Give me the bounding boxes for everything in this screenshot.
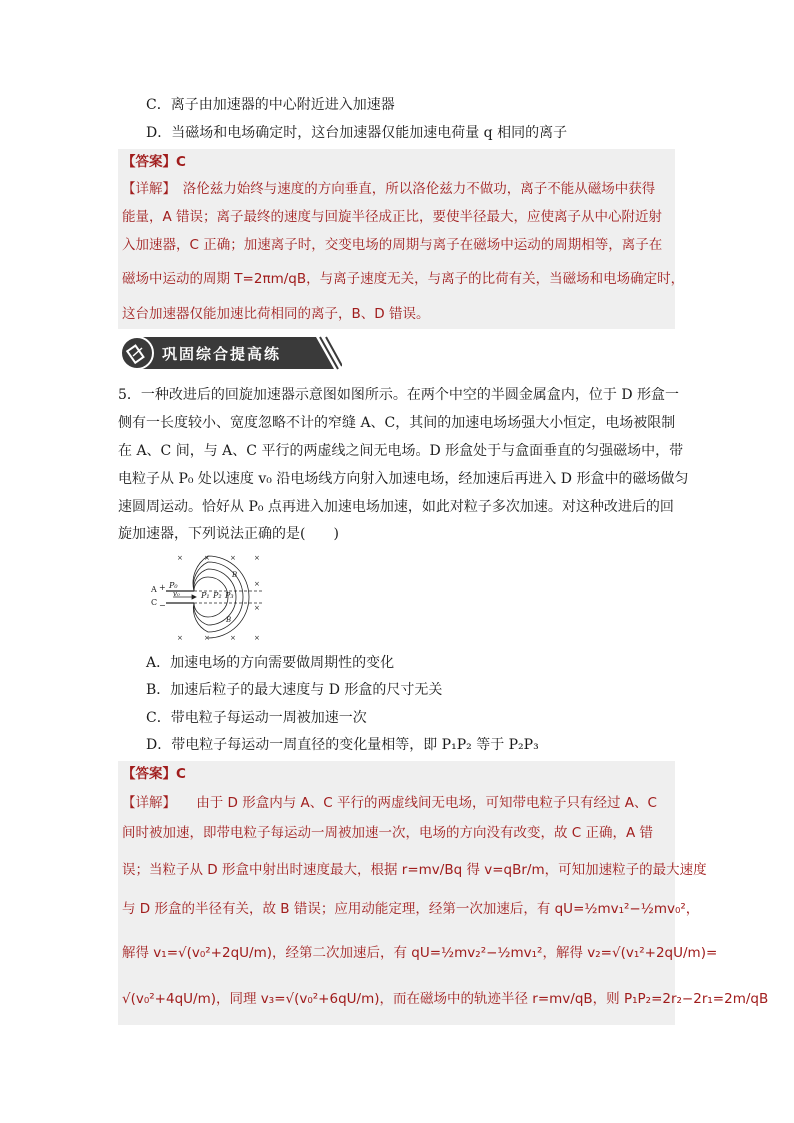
explanation-line: 【详解】 洛伦兹力始终与速度的方向垂直，所以洛伦兹力不做功，离子不能从磁场中获得 [122, 181, 656, 197]
prev-option-c: C．离子由加速器的中心附近进入加速器 [146, 97, 395, 113]
svg-text:×: × [230, 634, 236, 642]
label-p1: P₁ [201, 591, 210, 600]
label-a: A [151, 585, 157, 594]
question-line: 侧有一长度较小、宽度忽略不计的窄缝 A、C，其间的加速电场场强大小恒定，电场被限制 [118, 415, 676, 431]
explanation-line: √(v₀²+4qU/m)，同理 v₃=√(v₀²+6qU/m)，而在磁场中的轨迹半径 r=mv/qB，则 P₁P₂=2r₂−2r₁=2m/qB [122, 991, 769, 1007]
question-line: 5．一种改进后的回旋加速器示意图如图所示。在两个中空的半圆金属盒内，位于 D 形盒一 [118, 387, 680, 403]
explanation-line: 误；当粒子从 D 形盒中射出时速度最大，根据 r=mv/Bq 得 v=qBr/m，可知加速粒子的最大速度 [122, 862, 707, 878]
question-line: 电粒子从 P₀ 处以速度 v₀ 沿电场线方向射入加速电场，经加速后再进入 D 形盒中的磁场做匀 [118, 471, 689, 487]
explanation-line: 解得 v₁=√(v₀²+2qU/m)，经第二次加速后，有 qU=½mv₂²−½mv₁²，解得 v₂=√(v₁²+2qU/m)= [122, 945, 718, 961]
option-d: D．带电粒子每运动一周直径的变化量相等，即 P₁P₂ 等于 P₂P₃ [146, 737, 539, 753]
cyclotron-figure [146, 548, 272, 648]
svg-text:×: × [177, 554, 183, 562]
answer-label: 【答案】C [122, 766, 186, 782]
svg-text:×: × [204, 634, 210, 642]
option-b: B．加速后粒子的最大速度与 D 形盒的尺寸无关 [146, 682, 443, 698]
b-label-top: B [232, 571, 238, 579]
svg-text:×: × [254, 580, 260, 588]
prev-answer-block [118, 149, 685, 329]
question-line: 速圆周运动。恰好从 P₀ 点再进入加速电场加速，如此对粒子多次加速。对这种改进后的回 [118, 499, 674, 515]
explanation-line: 间时被加速，即带电粒子每运动一周被加速一次，电场的方向没有改变，故 C 正确，A 错 [122, 825, 654, 841]
label-p3: P₃ [225, 591, 234, 600]
section-banner [120, 336, 342, 370]
explanation-line: 能量，A 错误；离子最终的速度与回旋半径成正比，要使半径最大，应使离子从中心附近射 [122, 209, 663, 225]
label-minus: − [159, 601, 166, 610]
prev-option-d: D．当磁场和电场确定时，这台加速器仅能加速电荷量 q 相同的离子 [146, 125, 568, 141]
explanation-line: 【详解】 由于 D 形盒内与 A、C 平行的两虚线间无电场，可知带电粒子只有经过 A、C [122, 795, 657, 811]
label-v0: v₀ [173, 590, 180, 598]
explanation-line: 这台加速器仅能加速比荷相同的离子，B、D 错误。 [122, 306, 430, 322]
option-c: C．带电粒子每运动一周被加速一次 [146, 710, 367, 726]
svg-text:×: × [254, 604, 260, 612]
explanation-line: 入加速器，C 正确；加速离子时，交变电场的周期与离子在磁场中运动的周期相等，离子在 [122, 237, 663, 253]
svg-text:×: × [254, 554, 260, 562]
label-p2: P₂ [213, 591, 222, 600]
explanation-line: 磁场中运动的周期 T=2πm/qB，与离子速度无关，与离子的比荷有关，当磁场和电场确定时， [122, 271, 685, 287]
answer-label: 【答案】C [122, 154, 186, 170]
svg-text:×: × [204, 554, 210, 562]
b-label-bottom: B [226, 616, 232, 624]
option-a: A．加速电场的方向需要做周期性的变化 [146, 655, 395, 671]
question-line: 在 A、C 间，与 A、C 平行的两虚线之间无电场。D 形盒处于与盒面垂直的匀强磁场中，带 [118, 443, 684, 459]
svg-text:×: × [230, 554, 236, 562]
label-plus: + [159, 583, 166, 592]
label-c: C [151, 598, 158, 607]
banner-title: 巩固综合提高练 [162, 345, 282, 363]
label-p0: P₀ [169, 581, 178, 590]
q5-answer-block [118, 761, 769, 1025]
question-line: 旋加速器，下列说法正确的是( ) [118, 526, 339, 542]
svg-text:×: × [177, 634, 183, 642]
svg-text:×: × [254, 634, 260, 642]
explanation-line: 与 D 形盒的半径有关，故 B 错误；应用动能定理，经第一次加速后，有 qU=½mv₁²−½mv₀²， [122, 901, 700, 917]
